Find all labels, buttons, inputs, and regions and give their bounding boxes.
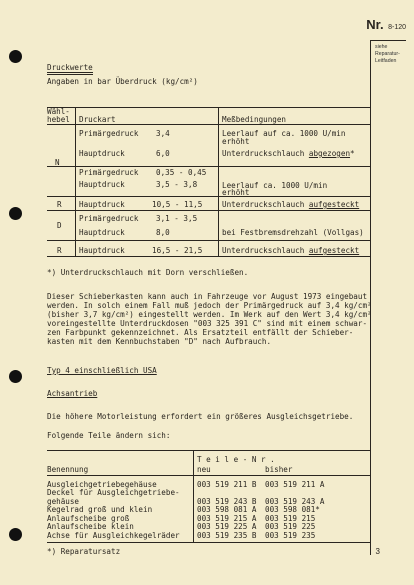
- value-cell: 6,0: [156, 149, 170, 158]
- part-old: 003 519 215: [265, 514, 316, 523]
- part-new: 003 598 081 A: [197, 505, 257, 514]
- type-cell: Hauptdruck: [79, 246, 125, 255]
- subtitle: Angaben in bar Überdruck (kg/cm²): [47, 77, 198, 86]
- title-text: Druckwerte: [47, 64, 93, 75]
- punch-hole: [9, 207, 22, 220]
- type-cell: Hauptdruck: [79, 149, 125, 158]
- part-new: 003 519 211 B: [197, 480, 257, 489]
- part-name: gehäuse: [47, 497, 80, 506]
- side-note-line: siehe: [375, 44, 388, 50]
- part-new: 003 519 235 B: [197, 531, 257, 540]
- part-old: 003 598 081*: [265, 505, 320, 514]
- paragraph-line: kasten mit dem Kennbuchstaben "D" nach Aufbrauch.: [47, 337, 272, 346]
- margin-rule-top: [370, 40, 406, 41]
- table-col-rule: [218, 107, 219, 256]
- table-rule: [47, 107, 370, 108]
- type-cell: Hauptdruck: [79, 180, 125, 189]
- header-cond: Meßbedingungen: [222, 115, 287, 124]
- table-rule: [47, 542, 370, 543]
- table-rule: [47, 256, 370, 257]
- part-name: Anlaufscheibe groß: [47, 514, 130, 523]
- type-cell: Hauptdruck: [79, 228, 125, 237]
- footnote: *) Unterdruckschlauch mit Dorn verschließen.: [47, 268, 249, 277]
- lever-cell: R: [57, 246, 62, 255]
- table-col-rule: [193, 450, 194, 542]
- value-cell: 8,0: [156, 228, 170, 237]
- page-number: 3: [375, 547, 380, 556]
- value-cell: 0,35 - 0,45: [156, 168, 207, 177]
- type-cell: Hauptdruck: [79, 200, 125, 209]
- part-old: 003 519 225: [265, 522, 316, 531]
- section-heading: Achsantrieb: [47, 389, 98, 398]
- lever-cell: R: [57, 200, 62, 209]
- cond-cell: Unterdruckschlauch aufgesteckt: [222, 246, 360, 255]
- header-partnr: T e i l e - N r .: [197, 455, 275, 464]
- lever-cell: D: [57, 221, 62, 230]
- nr-label: Nr.: [366, 17, 384, 32]
- part-new: 003 519 225 A: [197, 522, 257, 531]
- value-cell: 3,1 - 3,5: [156, 214, 198, 223]
- table-rule: [47, 240, 370, 241]
- cond-cell: Unterdruckschlauch abgezogen*: [222, 149, 355, 158]
- value-cell: 10,5 - 11,5: [152, 200, 203, 209]
- part-new: 003 519 243 B: [197, 497, 257, 506]
- footnote: *) Reparatursatz: [47, 547, 121, 556]
- table-rule: [47, 166, 370, 167]
- header-old: bisher: [265, 465, 293, 474]
- part-name: Ausgleichgetriebegehäuse: [47, 480, 157, 489]
- body-text: Die höhere Motorleistung erfordert ein größeres Ausgleichsgetriebe.: [47, 412, 354, 421]
- side-note-line: Reparatur-: [375, 51, 400, 57]
- value-cell: 16,5 - 21,5: [152, 246, 203, 255]
- table-rule: [47, 475, 370, 476]
- table-rule: [47, 124, 370, 125]
- paragraph-line: werden. In solch einem Fall muß jedoch der Primärgedruck auf 3,4 kg/cm²: [47, 301, 372, 310]
- type-cell: Primärgedruck: [79, 168, 139, 177]
- part-name: Kegelrad groß und klein: [47, 505, 153, 514]
- cond-cell: erhöht: [222, 188, 250, 197]
- cond-cell: Leerlauf ca. 1000 U/min: [222, 181, 328, 190]
- punch-hole: [9, 370, 22, 383]
- side-note: [375, 44, 400, 65]
- cond-cell: Unterdruckschlauch aufgesteckt: [222, 200, 360, 209]
- header-lever: Wähl- hebel: [47, 107, 70, 124]
- table-col-rule: [75, 107, 76, 256]
- cond-cell: Leerlauf auf ca. 1000 U/min: [222, 129, 346, 138]
- table-rule: [47, 450, 370, 451]
- paragraph-line: zen Farbpunkt gekennzeichnet. Als Ersatzteil entfällt der Schieber-: [47, 328, 354, 337]
- header-new: neu: [197, 465, 211, 474]
- paragraph-line: voreingestellte Unterdruckdosen "003 325 391 C" sind mit einem schwar-: [47, 319, 368, 328]
- nr-value: 8-120: [388, 24, 406, 31]
- header-name: Benennung: [47, 465, 89, 474]
- cond-cell: bei Festbremsdrehzahl (Vollgas): [222, 228, 364, 237]
- margin-rule: [370, 40, 371, 555]
- part-name: Anlaufscheibe klein: [47, 522, 134, 531]
- punch-hole: [9, 528, 22, 541]
- part-new: 003 519 215 A: [197, 514, 257, 523]
- lever-cell: N: [55, 158, 60, 167]
- punch-hole: [9, 50, 22, 63]
- part-name: Achse für Ausgleichkegelräder: [47, 531, 180, 540]
- part-old: 003 519 235: [265, 531, 316, 540]
- type-cell: Primärgedruck: [79, 129, 139, 138]
- body-text: Folgende Teile ändern sich:: [47, 431, 171, 440]
- part-old: 003 519 211 A: [265, 480, 325, 489]
- part-old: 003 519 243 A: [265, 497, 325, 506]
- cond-cell: erhöht: [222, 137, 250, 146]
- header-type: Druckart: [79, 115, 116, 124]
- table-rule: [47, 210, 370, 211]
- table-rule: [47, 196, 370, 197]
- section-heading: Typ 4 einschließlich USA: [47, 366, 157, 375]
- side-note-line: Leitfaden: [375, 58, 397, 64]
- document-number: [366, 16, 406, 34]
- value-cell: 3,5 - 3,8: [156, 180, 198, 189]
- paragraph-line: (bisher 3,7 kg/cm²) eingestellt werden. Im Werk auf den Wert 3,4 kg/cm²: [47, 310, 372, 319]
- part-name: Deckel für Ausgleichgetriebe-: [47, 488, 180, 497]
- type-cell: Primärgedruck: [79, 214, 139, 223]
- value-cell: 3,4: [156, 129, 170, 138]
- paragraph-line: Dieser Schieberkasten kann auch in Fahrzeuge vor August 1973 eingebaut: [47, 292, 368, 301]
- page-title: [47, 63, 93, 75]
